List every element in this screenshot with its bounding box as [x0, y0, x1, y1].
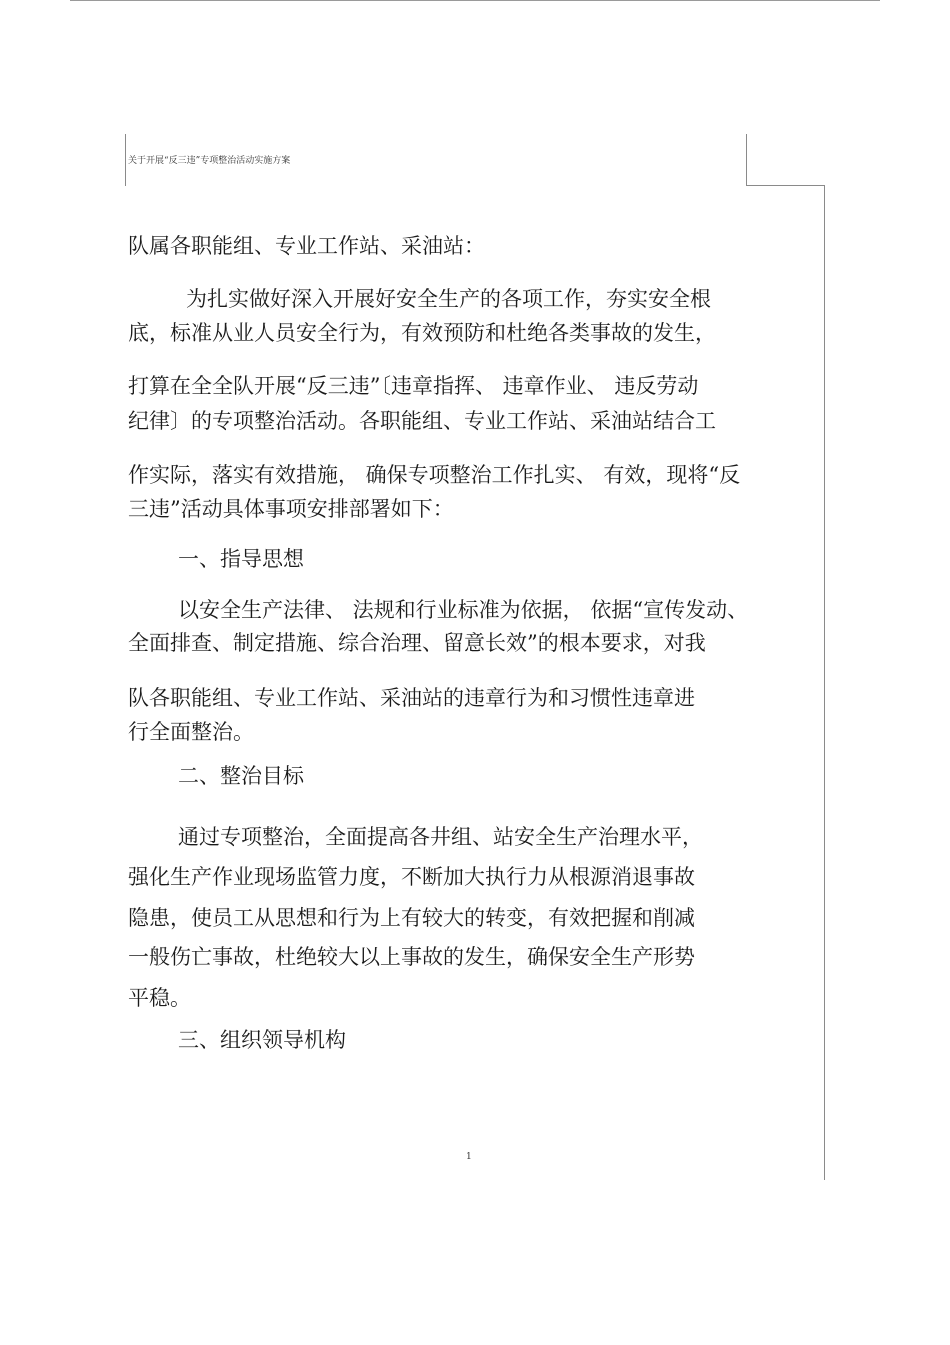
- section-heading: 三、组织领导机构: [178, 1028, 346, 1052]
- section-line: 全面排查、制定措施、综合治理、留意长效”的根本要求，对我: [128, 631, 706, 655]
- intro-line: 三违”活动具体事项安排部署如下：: [128, 497, 454, 521]
- section-line: 平稳。: [128, 986, 191, 1010]
- intro-line: 作实际，落实有效措施， 确保专项整治工作扎实、 有效，现将“反: [128, 463, 741, 487]
- section-heading: 二、整治目标: [178, 764, 304, 788]
- intro-line: 纪律〕的专项整治活动。各职能组、专业工作站、采油站结合工: [128, 409, 716, 433]
- section-line: 队各职能组、专业工作站、采油站的违章行为和习惯性违章进: [128, 686, 695, 710]
- section-line: 以安全生产法律、 法规和行业标准为依据， 依据“宣传发动、: [178, 598, 749, 622]
- intro-line: 打算在全全队开展“反三违”〔违章指挥、 违章作业、 违反劳动: [128, 374, 699, 398]
- intro-line: 底，标准从业人员安全行为，有效预防和杜绝各类事故的发生，: [128, 321, 716, 345]
- crop-mark-left: [125, 134, 126, 186]
- page-right-edge: [824, 185, 825, 1180]
- section-line: 强化生产作业现场监管力度，不断加大执行力从根源消退事故: [128, 865, 695, 889]
- page-number: 1: [466, 1152, 472, 1162]
- section-line: 隐患，使员工从思想和行为上有较大的转变，有效把握和削减: [128, 906, 695, 930]
- section-heading: 一、指导思想: [178, 547, 304, 571]
- section-line: 行全面整治。: [128, 720, 254, 744]
- intro-line: 为扎实做好深入开展好安全生产的各项工作，夯实安全根: [186, 287, 711, 311]
- top-rule: [70, 0, 880, 1]
- running-header: 关于开展“反三违”专项整治活动实施方案: [128, 156, 291, 166]
- section-line: 一般伤亡事故，杜绝较大以上事故的发生，确保安全生产形势: [128, 945, 695, 969]
- salutation: 队属各职能组、专业工作站、采油站：: [128, 234, 485, 258]
- crop-mark-right-vertical: [746, 134, 747, 186]
- section-line: 通过专项整治，全面提高各井组、站安全生产治理水平，: [178, 825, 703, 849]
- crop-mark-right-horizontal: [746, 185, 825, 186]
